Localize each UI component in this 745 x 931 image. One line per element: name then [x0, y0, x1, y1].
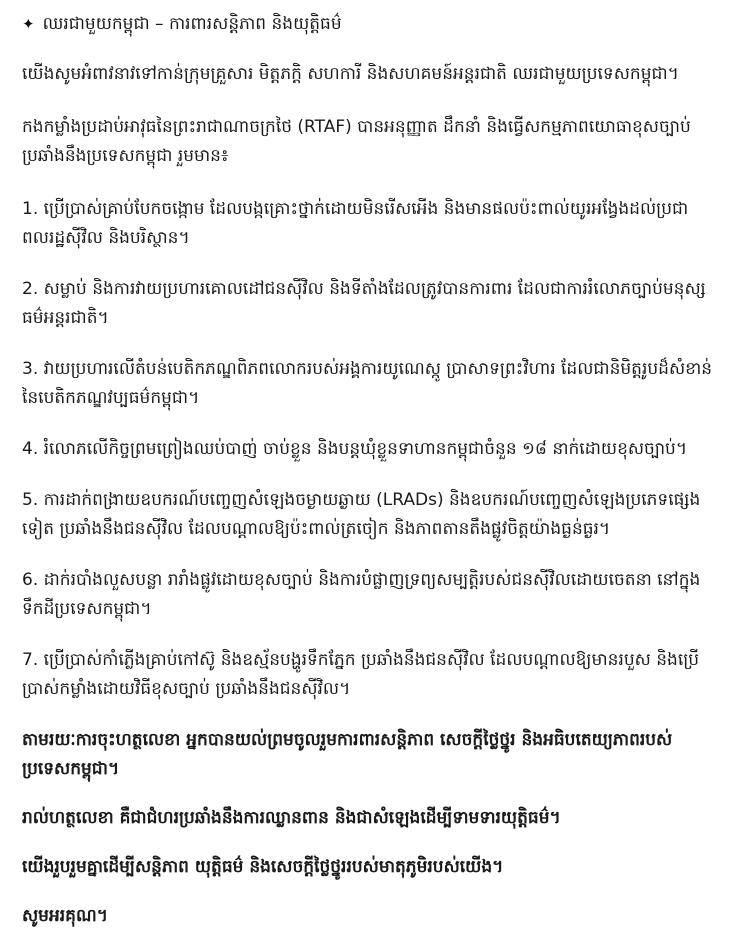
violation-item-3: 3. វាយប្រហារលើតំបន់បេតិកភណ្ឌពិភពលោករបស់អង្គការយូណេស្កូ ប្រាសាទព្រះវិហារ ដែលជានិមិត្តរូបដ៏សំខាន់នៃបេតិកភណ្ឌវប្បធម៌កម្ពុជា។	[22, 359, 713, 408]
intro-greeting: យើងសូមអំពាវនាវទៅកាន់ក្រុមគ្រួសារ មិត្តភក្តិ សហការី និងសហគមន៍អន្តរជាតិ ឈរជាមួយប្រទេសកម្ពុជា។	[22, 64, 679, 84]
violation-item-1: 1. ប្រើប្រាស់គ្រាប់បែកចង្កោម ដែលបង្កគ្រោះថ្នាក់ដោយមិនរើសអើង និងមានផលប៉ះពាល់យូរអង្វែងដល់ប្រជាពលរដ្ឋស៊ីវិល និងបរិស្ថាន។	[22, 199, 689, 248]
closing-unity: យើងរួបរួមគ្នាដើម្បីសន្តិភាព យុត្តិធម៌ និងសេចក្តីថ្លៃថ្នូររបស់មាតុភូមិរបស់យើង។	[22, 857, 504, 877]
document-title: ឈរជាមួយកម្ពុជា – ការពារសន្តិភាព និងយុត្តិធម៌	[42, 14, 342, 34]
intro-statement: កងកម្លាំងប្រដាប់អាវុធនៃព្រះរាជាណាចក្រថៃ (RTAF) បានអនុញ្ញាត ដឹកនាំ និងធ្វើសកម្មភាពយោធាខុសច្បាប់ ប្រឆាំងនឹងប្រទេសកម្ពុជា រួមមាន៖	[22, 117, 691, 166]
closing-signature-meaning: រាល់ហត្ថលេខា គឺជាជំហរប្រឆាំងនឹងការឈ្លានពាន និងជាសំឡេងដើម្បីទាមទារយុត្តិធម៌។	[22, 808, 561, 828]
document-title-line	[22, 10, 723, 38]
violation-item-2: 2. សម្លាប់ និងការវាយប្រហារគោលដៅជនស៊ីវិល និងទីតាំងដែលត្រូវបានការពារ ដែលជាការរំលោភច្បាប់មនុស្សធម៌អន្តរជាតិ។	[22, 279, 706, 328]
violation-item-6: 6. ដាក់របាំងលួសបន្លា រារាំងផ្លូវដោយខុសច្បាប់ និងការបំផ្លាញទ្រព្យសម្បត្តិរបស់ជនស៊ីវិលដោយចេតនា នៅក្នុងទឹកដីប្រទេសកម្ពុជា។	[22, 570, 701, 619]
closing-petition: តាមរយៈការចុះហត្ថលេខា អ្នកបានយល់ព្រមចូលរួមការពារសន្តិភាព សេចក្តីថ្លៃថ្នូរ និងអធិបតេយ្យភាពរបស់ប្រទេសកម្ពុជា។	[22, 730, 673, 779]
sparkle-icon: ✦	[22, 15, 35, 33]
violation-item-7: 7. ប្រើប្រាស់កាំភ្លើងគ្រាប់កៅស៊ូ និងឧស្ម័នបង្ហូរទឹកភ្នែក ប្រឆាំងនឹងជនស៊ីវិល ដែលបណ្តាលឱ្យមានរបួស និងប្រើប្រាស់កម្លាំងដោយវិធីខុសច្បាប់ ប្រឆាំងនឹងជនស៊ីវិល។	[22, 650, 700, 699]
closing-thanks: សូមអរគុណ។	[22, 906, 108, 926]
violation-item-5: 5. ការដាក់ពង្រាយឧបករណ៍បញ្ចេញសំឡេងចម្ងាយឆ្ងាយ (LRADs) និងឧបករណ៍បញ្ចេញសំឡេងប្រភេទផ្សេងទៀត ប្រឆាំងនឹងជនស៊ីវិល ដែលបណ្តាលឱ្យប៉ះពាល់ត្រចៀក និងភាពតានតឹងផ្លូវចិត្តយ៉ាងធ្ងន់ធ្ងរ។	[22, 490, 701, 539]
violation-item-4: 4. រំលោភលើកិច្ចព្រមព្រៀងឈប់បាញ់ ចាប់ខ្លួន និងបន្តឃុំខ្លួនទាហានកម្ពុជាចំនួន ១៨ នាក់ដោយខុសច្បាប់។	[22, 439, 688, 459]
